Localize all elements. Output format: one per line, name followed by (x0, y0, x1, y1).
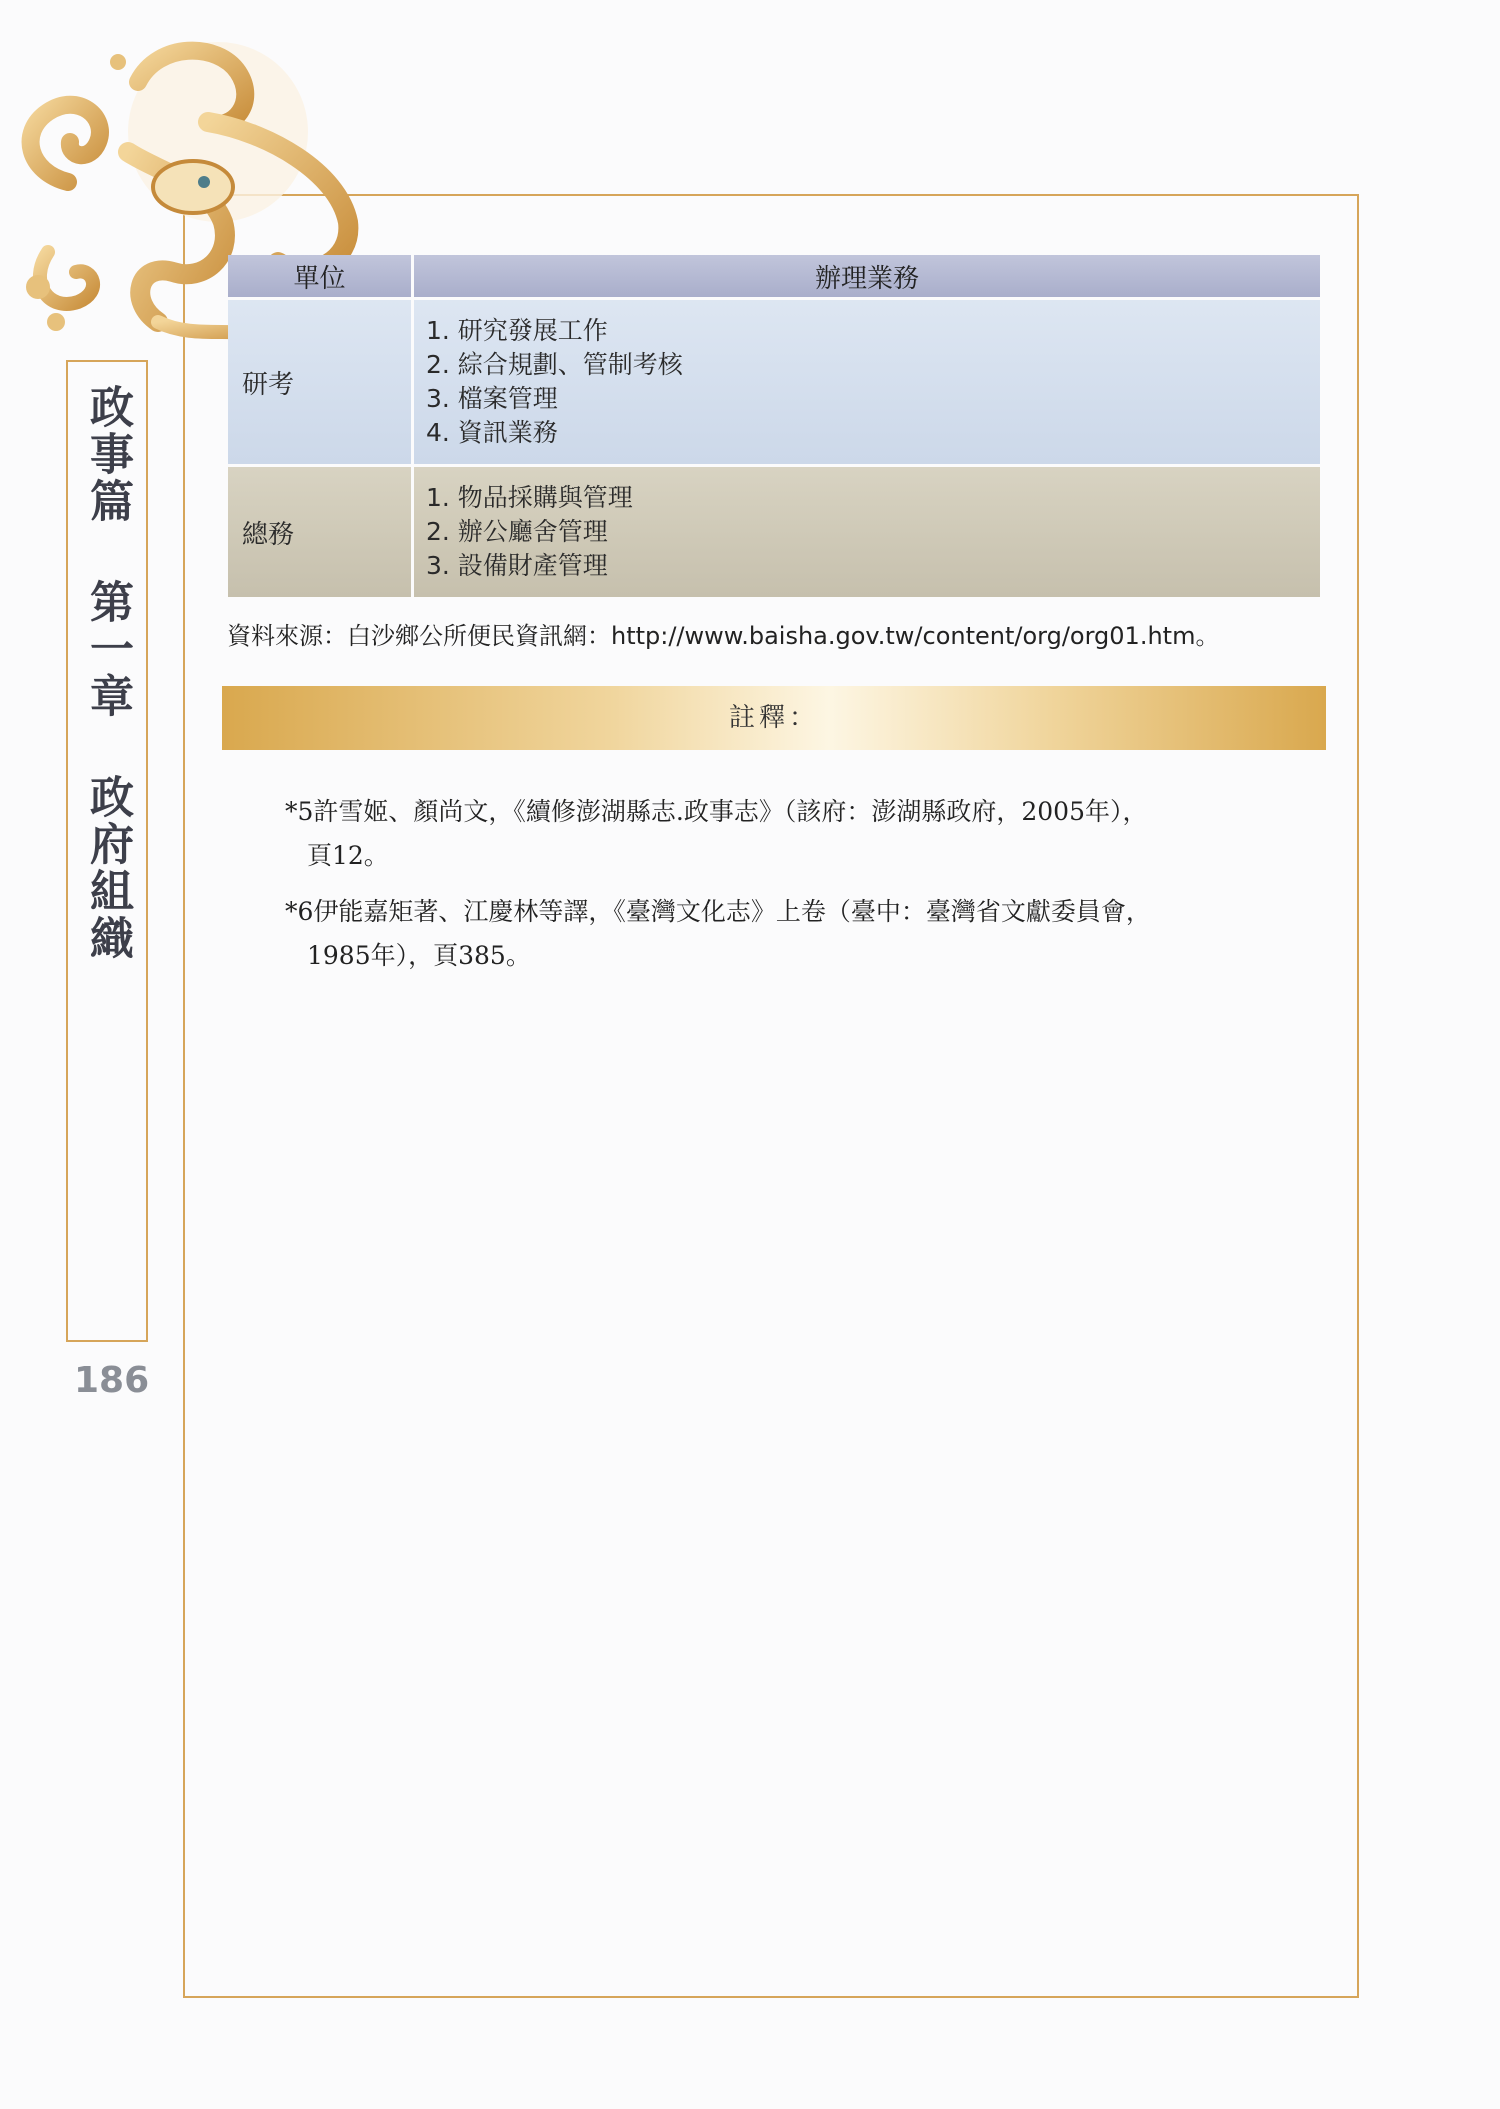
table-header-row (228, 255, 1320, 297)
unit-cell: 總務 (228, 467, 411, 597)
tasks-cell (414, 467, 1320, 597)
chapter-sidebar (66, 360, 148, 1342)
data-source: 資料來源：白沙鄉公所便民資訊網：http://www.baisha.gov.tw/content/org/org01.htm。 (227, 622, 1220, 650)
task-item: 3. 設備財產管理 (426, 551, 608, 580)
chapter-title: 政事篇 第一章 政府組織 (82, 384, 133, 962)
task-item: 2. 綜合規劃、管制考核 (426, 350, 683, 379)
task-item: 4. 資訊業務 (426, 418, 558, 447)
note-line: 1985年），頁385。 (307, 941, 531, 970)
notes-list (285, 790, 1305, 990)
page-number: 186 (74, 1360, 150, 1401)
note-item (285, 790, 1305, 878)
table-row (228, 467, 1320, 597)
note-line: *6伊能嘉矩著、江慶林等譯，《臺灣文化志》上卷（臺中：臺灣省文獻委員會， (285, 897, 1151, 926)
unit-cell: 研考 (228, 300, 411, 464)
task-item: 2. 辦公廳舍管理 (426, 517, 608, 546)
header-unit: 單位 (228, 255, 411, 297)
header-tasks: 辦理業務 (414, 255, 1320, 297)
tasks-cell (414, 300, 1320, 464)
task-item: 1. 研究發展工作 (426, 316, 608, 345)
task-item: 3. 檔案管理 (426, 384, 558, 413)
note-item (285, 890, 1305, 978)
note-line: *5許雪姬、顏尚文，《續修澎湖縣志.政事志》（該府：澎湖縣政府，2005年）， (285, 797, 1148, 826)
organization-table (225, 252, 1323, 600)
notes-heading: 註釋： (222, 686, 1326, 750)
task-item: 1. 物品採購與管理 (426, 483, 633, 512)
table-row (228, 300, 1320, 464)
note-line: 頁12。 (307, 841, 389, 870)
